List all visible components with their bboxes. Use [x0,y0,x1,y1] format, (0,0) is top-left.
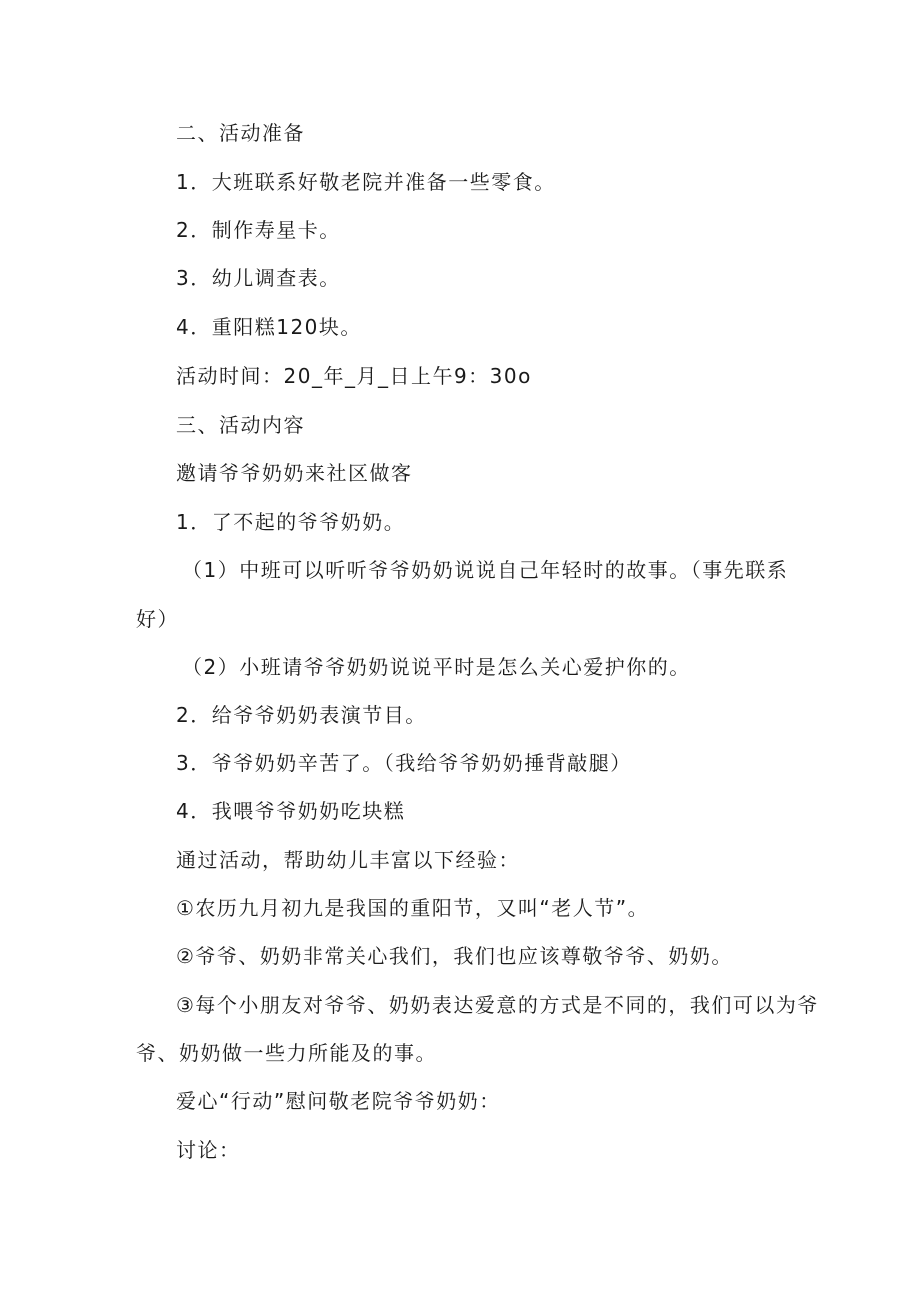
sub-item: （1）中班可以听听爷爷奶奶说说自己年轻时的故事。（事先联系 [182,558,789,582]
experience-item: ①农历九月初九是我国的重阳节，又叫“老人节”。 [176,896,650,920]
list-item: 2．给爷爷奶奶表演节目。 [176,703,427,727]
section-heading-preparation: 二、活动准备 [176,121,305,145]
paragraph-text: 爱心“行动”慰问敬老院爷爷奶奶： [176,1089,501,1113]
experience-item-continuation: 爷、奶奶做一些力所能及的事。 [136,1041,437,1065]
list-item: 4．我喂爷爷奶奶吃块糕 [176,799,406,823]
activity-time: 活动时间：20_年_月_日上午9：30o [176,364,532,388]
sub-item: （2）小班请爷爷奶奶说说平时是怎么关心爱护你的。 [182,655,691,679]
list-item: 2．制作寿星卡。 [176,218,341,242]
paragraph-text: 通过活动，帮助幼儿丰富以下经验： [176,848,520,872]
experience-item: ③每个小朋友对爷爷、奶奶表达爱意的方式是不同的，我们可以为爷 [176,993,819,1017]
section-heading-content: 三、活动内容 [176,413,305,437]
list-item: 3．幼儿调查表。 [176,266,341,290]
list-item: 4．重阳糕120块。 [176,315,362,339]
list-item: 1．了不起的爷爷奶奶。 [176,510,406,534]
sub-item-continuation: 好） [136,607,179,631]
list-item: 1．大班联系好敬老院并准备一些零食。 [176,170,556,194]
paragraph-text: 讨论： [176,1138,241,1162]
list-item: 3．爷爷奶奶辛苦了。（我给爷爷奶奶捶背敲腿） [176,751,632,775]
experience-item: ②爷爷、奶奶非常关心我们，我们也应该尊敬爷爷、奶奶。 [176,944,733,968]
paragraph-text: 邀请爷爷奶奶来社区做客 [176,461,413,485]
